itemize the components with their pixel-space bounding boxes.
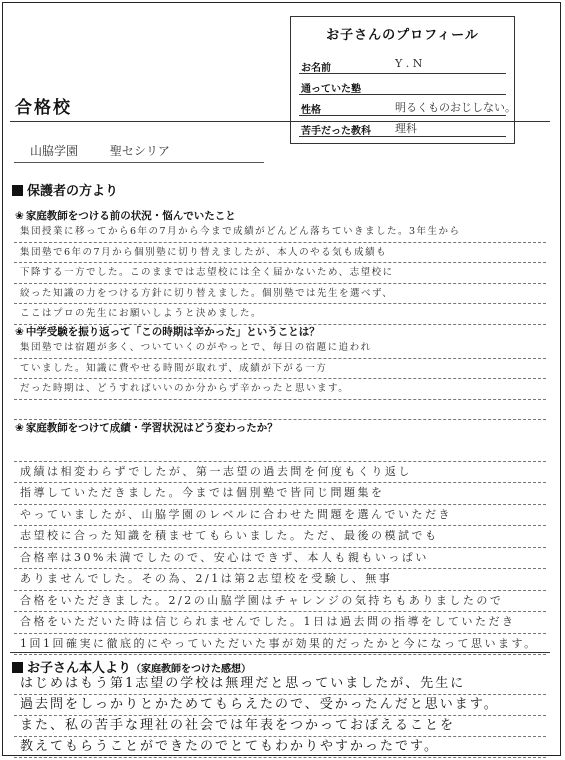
handwritten-line: [14, 400, 546, 421]
divider: [10, 652, 550, 653]
handwritten-line: 絞った知識の力をつける方針に切り替えました。個別塾では先生を選べず、: [14, 284, 546, 305]
square-bullet-icon: [12, 185, 23, 196]
answer-1: [14, 222, 546, 325]
question-1: [15, 208, 236, 223]
profile-label: 苦手だった教科: [301, 126, 371, 137]
divider: [10, 121, 550, 122]
question-text: 家庭教師をつける前の状況・悩んでいたこと: [25, 210, 236, 222]
handwritten-line: 下降する一方でした。このままでは志望校には全く届かないため、志望校に: [14, 263, 546, 284]
handwritten-line: [14, 440, 546, 462]
profile-value: Y . N: [395, 57, 423, 70]
profile-label: 性格: [301, 105, 321, 116]
child-heading-text: お子さん本人より: [27, 661, 132, 676]
child-heading-note: （家庭教師をつけた感想）: [131, 664, 252, 675]
divider: [299, 115, 506, 116]
handwritten-line: 成績は相変わらずでしたが、第一志望の過去問を何度もくり返し: [14, 462, 546, 484]
handwritten-line: 指導していただきました。今までは個別塾で皆同じ問題集を: [14, 483, 546, 505]
flower-icon: ❀: [15, 210, 24, 222]
profile-card: [290, 16, 515, 144]
guardian-heading: [12, 180, 118, 199]
handwritten-line: また、私の苦手な理社の社会では年表をつかっておぼえることを: [14, 716, 546, 737]
divider: [299, 136, 506, 137]
handwritten-line: 志望校に合った知識を積ませてもらいました。ただ、最後の模試でも: [14, 526, 546, 548]
profile-row-personality: [291, 97, 514, 118]
handwritten-line: だった時期は、どうすればいいのか分からず辛かったと思います。: [14, 379, 546, 400]
flower-icon: ❀: [15, 326, 24, 338]
handwritten-line: ここはプロの先生にお願いしようと決めました。: [14, 304, 546, 325]
handwritten-line: 合格をいただいた時は信じられませんでした。1日は過去問の指導をしていただき: [14, 612, 546, 634]
divider: [14, 162, 264, 163]
handwritten-line: 集団塾では宿題が多く、ついていくのがやっとで、毎日の宿題に追われ: [14, 338, 546, 359]
handwritten-line: ありませんでした。その為、2/1は第2志望校を受験し、無事: [14, 569, 546, 591]
handwritten-line: 集団塾で6年の7月から個別塾に切り替えましたが、本人のやる気も成績も: [14, 243, 546, 264]
school-heading: 合格校: [15, 98, 72, 118]
profile-row-name: [291, 55, 514, 76]
child-comment: [14, 674, 546, 758]
question-text: 中学受験を振り返って「この時期は辛かった」ということは？: [25, 326, 320, 338]
profile-title: お子さんのプロフィール: [326, 28, 479, 43]
handwritten-line: 過去問をしっかりとかためてもらえたので、受かったんだと思います。: [14, 695, 546, 716]
handwritten-line: ていました。知識に費やせる時間が取れず、成績が下がる一方: [14, 359, 546, 380]
profile-row-school: [291, 76, 514, 97]
profile-value: 理科: [395, 122, 417, 135]
handwritten-line: 合格率は30%未満でしたので、安心はできず、本人も親もいっぱい: [14, 548, 546, 570]
profile-label: お名前: [301, 63, 331, 74]
handwritten-line: 教えてもらうことができたのでとてもわかりやすかったです。: [14, 737, 546, 758]
profile-value: 明るくものおじしない。: [395, 101, 516, 114]
question-3: [15, 420, 278, 435]
handwritten-line: 集団授業に移ってから6年の7月から今まで成績がどんどん落ちていきました。3年生から: [14, 222, 546, 243]
handwritten-line: 合格をいただきました。2/2の山脇学園はチャレンジの気持ちもありましたので: [14, 591, 546, 613]
profile-label: 通っていた塾: [301, 84, 361, 95]
handwritten-line: はじめはもう第1志望の学校は無理だと思っていましたが、先生に: [14, 674, 546, 695]
question-2: [15, 324, 320, 339]
handwritten-line: 1回1回確実に徹底的にやっていただいた事が効果的だったかと今になって思います。: [14, 634, 546, 656]
square-bullet-icon: [12, 662, 23, 673]
divider: [299, 73, 506, 74]
divider: [299, 94, 506, 95]
handwritten-line: やっていましたが、山脇学園のレベルに合わせた問題を選んでいただき: [14, 505, 546, 527]
answer-2: [14, 338, 546, 420]
flower-icon: ❀: [15, 422, 24, 434]
question-text: 家庭教師をつけて成績・学習状況はどう変わったか？: [25, 422, 278, 434]
school-entries: 山脇学園 聖セシリア: [30, 144, 170, 158]
answer-3: [14, 440, 546, 655]
guardian-heading-text: 保護者の方より: [27, 184, 119, 199]
